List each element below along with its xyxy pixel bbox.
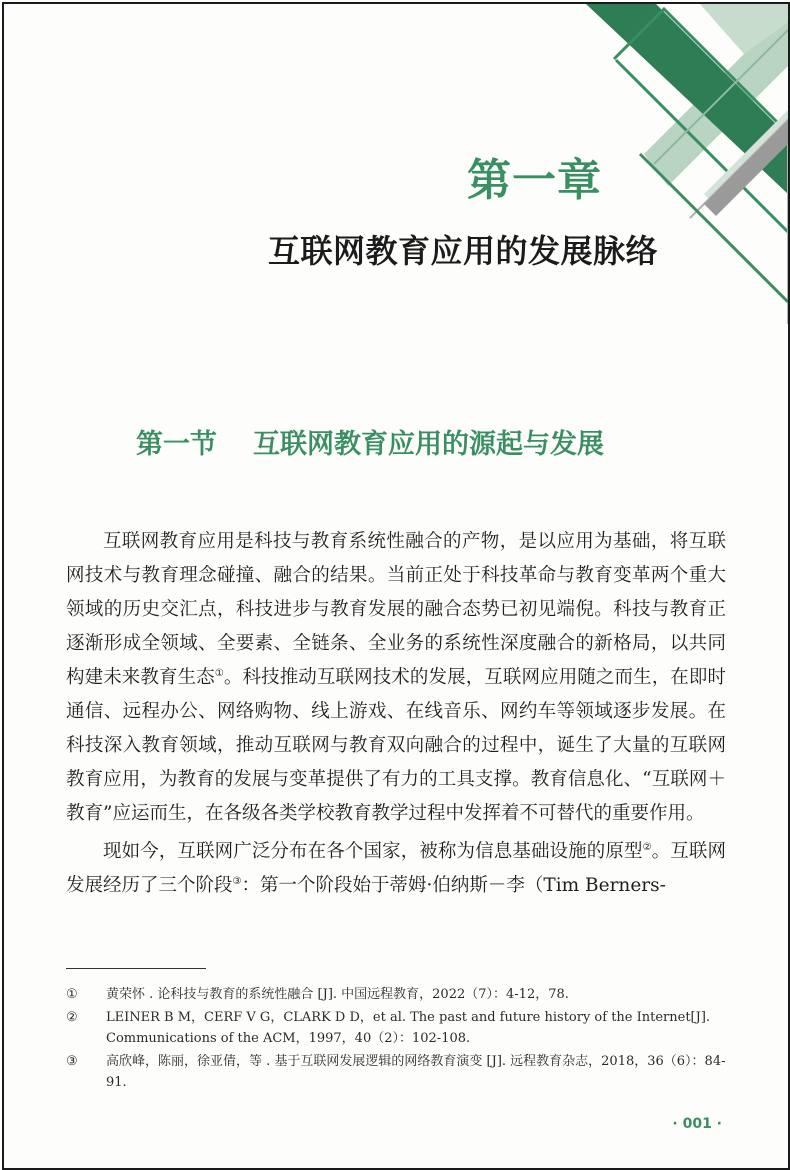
chapter-number: 第一章: [467, 155, 602, 206]
footnote-ref-2[interactable]: ②: [642, 841, 652, 853]
body-text: [66, 525, 726, 903]
section-label: 第一节: [136, 429, 217, 460]
footnote-text: 黄荣怀 . 论科技与教育的系统性融合 [J]. 中国远程教育，2022（7）：4-12，78.: [106, 987, 569, 1002]
footnote-text: 高欣峰，陈丽，徐亚倩，等 . 基于互联网发展逻辑的网络教育演变 [J]. 远程教育杂志，2018，36（6）：84-91.: [106, 1054, 726, 1090]
paragraph-2: 现如今，互联网广泛分布在各个国家，被称为信息基础设施的原型②。互联网发展经历了三个阶段③：第一个阶段始于蒂姆·伯纳斯－李（Tim Berners-: [66, 841, 726, 896]
footnote-divider: [66, 968, 206, 969]
footnote-mark: ②: [66, 1010, 78, 1025]
footnote-mark: ③: [66, 1054, 78, 1069]
paragraph-1: 互联网教育应用是科技与教育系统性融合的产物，是以应用为基础，将互联网技术与教育理念碰撞、融合的结果。当前正处于科技革命与教育变革两个重大领域的历史交汇点，科技进步与教育发展的融合态势已初见端倪。科技与教育正逐渐形成全领域、全要素、全链条、全业务的系统性深度融合的新格局，以共同构建未来教育生态①。科技推动互联网技术的发展，互联网应用随之而生，在即时通信、远程办公、网络购物、线上游戏、在线音乐、网约车等领域逐步发展。在科技深入教育领域，推动互联网与教育双向融合的过程中，诞生了大量的互联网教育应用，为教育的发展与变革提供了有力的工具支撑。教育信息化、“互联网＋教育”应运而生，在各级各类学校教育教学过程中发挥着不可替代的重要作用。: [66, 531, 726, 824]
footnote-ref-1[interactable]: ①: [214, 667, 224, 679]
page-number: · 001 ·: [672, 1116, 722, 1132]
footnote-item: [66, 1007, 726, 1049]
footnote-mark: ①: [66, 987, 78, 1002]
footnote-text: LEINER B M，CERF V G，CLARK D D，et al. The past and future history of the Internet[J]. Communications of the ACM，1997，40（2）：102-108.: [106, 1010, 711, 1046]
footnote-item: [66, 1051, 726, 1093]
chapter-title: 互联网教育应用的发展脉络: [267, 232, 658, 270]
footnote-ref-3[interactable]: ③: [232, 875, 242, 887]
outline-stripe-5: [640, 154, 788, 302]
footnotes: [66, 984, 726, 1095]
section-title: 互联网教育应用的源起与发展: [253, 429, 604, 460]
section-heading: [136, 422, 604, 461]
footnote-item: [66, 984, 726, 1005]
book-page: [2, 2, 790, 1170]
